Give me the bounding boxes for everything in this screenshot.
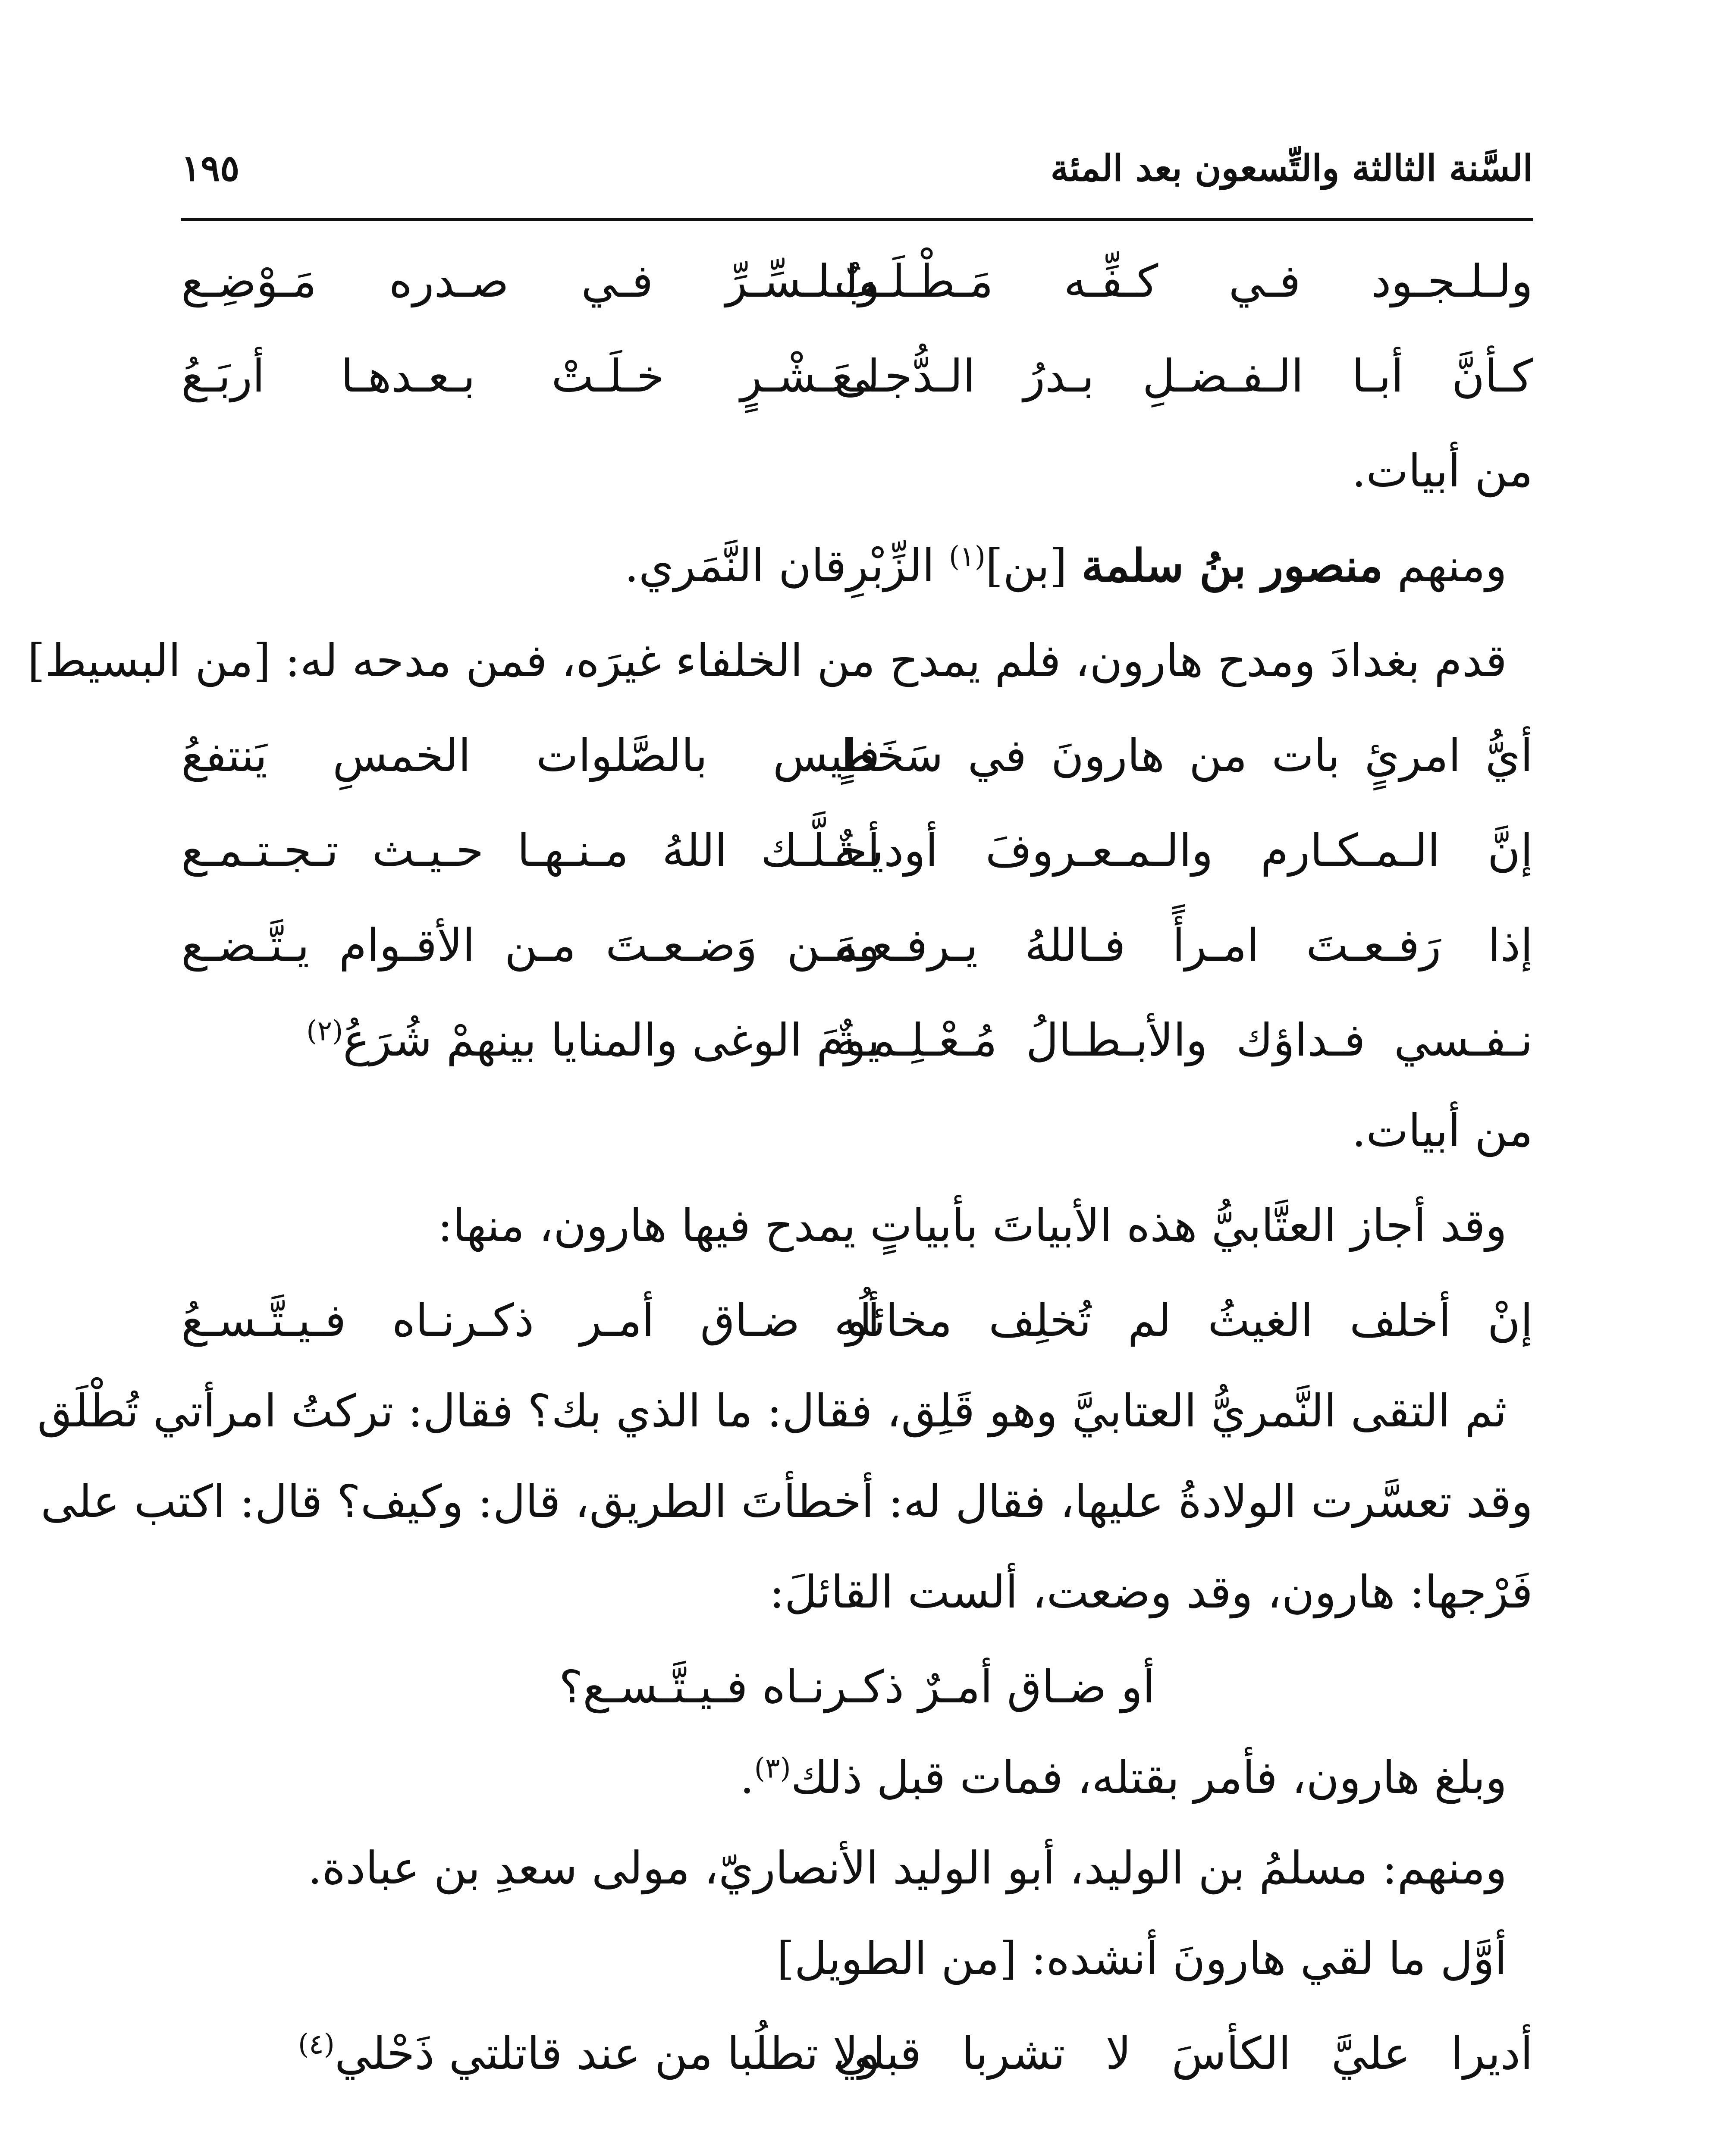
muslim-heading: ومنهم: مسلمُ بن الوليد، أبو الوليد الأنصاريّ، مولى سعدِ بن عبادة. bbox=[308, 1842, 1507, 1894]
story-line: ثم التقى النَّمريُّ العتابيَّ وهو قَلِق، فقال: ما الذي بك؟ فقال: تركتُ امرأتي تُطْلَق bbox=[37, 1385, 1507, 1437]
mansur-name: منصور بنُ سلمة bbox=[1081, 539, 1383, 592]
verse-second-hemistich: ومَـن وَضـعـتَ مـن الأقـوام يـتَّـضـع bbox=[181, 919, 880, 971]
verse-first-hemistich: أيُّ امرئٍ بات من هارونَ في سَخَطٍ bbox=[834, 729, 1533, 782]
footnote-ref: (٣) bbox=[754, 1752, 791, 1785]
verse-first-hemistich: ولـلـجـود فـي كـفِّـه مَـطْـلَـبٌ bbox=[834, 255, 1533, 307]
mansur-heading bbox=[181, 539, 1533, 593]
from-verses-note: من أبيات. bbox=[1352, 1104, 1533, 1157]
hemistich-text: ولا تطلُبا من عند قاتلتي ذَحْلي bbox=[334, 2027, 880, 2080]
footnote-ref: (٢) bbox=[306, 1015, 343, 1047]
verse-first-hemistich: إنْ أخلف الغيثُ لم تُخلِف مخائلُه bbox=[834, 1294, 1533, 1347]
verse-first-hemistich: نـفـسي فـداؤك والأبـطـالُ مُـعْـلِـمـةٌ bbox=[834, 1014, 1533, 1066]
mansur-rest: الزِّبْرِقان النَّمَري. bbox=[624, 539, 935, 592]
mansur-intro: قدم بغدادَ ومدح هارون، فلم يمدح من الخلفاء غيرَه، فمن مدحه له: [من البسيط] bbox=[27, 634, 1507, 687]
verse-first-hemistich: أديرا عليَّ الكأسَ لا تشربا قبلي bbox=[834, 2027, 1533, 2080]
verse-second-hemistich: فليس بالصَّلوات الخمسِ يَنتفعُ bbox=[181, 729, 880, 782]
verse-first-hemistich: كـأنَّ أبـا الـفـضـلِ بـدرُ الـدُّجـى bbox=[834, 350, 1533, 402]
verse-second-hemistich: أو ضـاق أمـر ذكـرنـاه فـيـتَّـسـعُ bbox=[181, 1294, 880, 1347]
verse-second-hemistich: ولـلـسِّـرِّ فـي صـدره مَـوْضِـع bbox=[181, 255, 880, 307]
atabi-intro: وقد أجاز العتَّابيُّ هذه الأبياتَ بأبياتٍ يمدح فيها هارون، منها: bbox=[437, 1199, 1507, 1252]
story-end-text: وبلغ هارون، فأمر بقتله، فمات قبل ذلك bbox=[791, 1751, 1507, 1804]
footnote-ref: (١) bbox=[948, 540, 986, 573]
mansur-bracket: [بن] bbox=[985, 539, 1067, 592]
verse-first-hemistich: إذا رَفـعـتَ امـرأً فـاللهُ يـرفـعـه bbox=[834, 919, 1533, 971]
story-line: فَرْجها: هارون، وقد وضعت، ألست القائلَ: bbox=[769, 1566, 1533, 1618]
footnote-ref: (٤) bbox=[298, 2028, 335, 2061]
verse-second-hemistich bbox=[181, 2027, 880, 2081]
page-header bbox=[181, 129, 1533, 224]
verse-first-hemistich: إنَّ الـمـكـارم والـمـعـروفَ أوديـةٌ bbox=[834, 824, 1533, 877]
story-line: وقد تعسَّرت الولادةُ عليها، فقال له: أخطأتَ الطريق، قال: وكيف؟ قال: اكتب على bbox=[41, 1475, 1533, 1528]
hemistich-text: يومَ الوغى والمنايا بينهمْ شُرَعُ bbox=[343, 1014, 880, 1066]
muslim-intro: أوَّل ما لقي هارونَ أنشده: [من الطويل] bbox=[777, 1932, 1507, 1985]
quoted-hemistich: أو ضـاق أمـرٌ ذكـرنـاه فـيـتَّـسـع؟ bbox=[559, 1661, 1155, 1713]
from-verses-note: من أبيات. bbox=[1352, 445, 1533, 497]
story-end: وبلغ هارون، فأمر بقتله، فمات قبل ذلك$^{(٣)}$. bbox=[740, 1751, 1507, 1804]
verse-second-hemistich: لـعَـشْـرٍ خـلَـتْ بـعـدهـا أربَـعُ bbox=[181, 350, 880, 402]
verse-second-hemistich bbox=[181, 1013, 880, 1067]
running-title: السَّنة الثالثة والتِّسعون بعد المئة bbox=[1050, 147, 1533, 189]
mansur-prefix: ومنهم bbox=[1397, 539, 1507, 592]
verse-second-hemistich: أحـلَّـك اللهُ مـنـهـا حـيـث تـجـتـمـع bbox=[181, 824, 880, 877]
page-number: ١٩٥ bbox=[181, 147, 240, 189]
header-rule bbox=[181, 218, 1533, 221]
